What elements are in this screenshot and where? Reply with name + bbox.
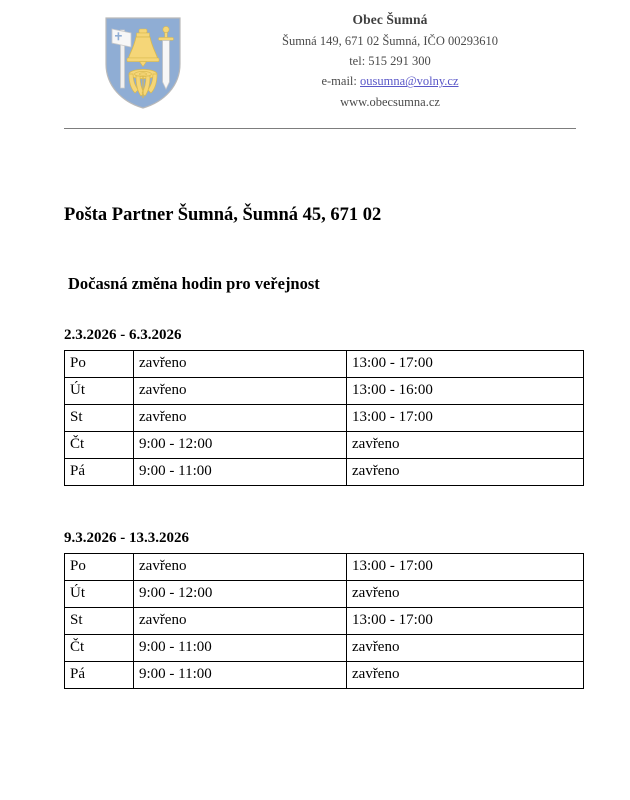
cell-afternoon: 13:00 - 17:00 [347, 351, 584, 378]
organization-website: www.obecsumna.cz [340, 94, 440, 109]
cell-afternoon: zavřeno [347, 432, 584, 459]
table-row [65, 351, 584, 378]
cell-morning: zavřeno [134, 378, 347, 405]
table-row [65, 554, 584, 581]
cell-afternoon: 13:00 - 17:00 [347, 554, 584, 581]
cell-day: Po [65, 554, 134, 581]
page-title: Pošta Partner Šumná, Šumná 45, 671 02 [64, 205, 382, 225]
cell-afternoon: zavřeno [347, 662, 584, 689]
cell-day: Čt [65, 635, 134, 662]
cell-morning: zavřeno [134, 405, 347, 432]
cell-afternoon: zavřeno [347, 581, 584, 608]
period-heading: 9.3.2026 - 13.3.2026 [64, 530, 189, 547]
cell-day: Út [65, 581, 134, 608]
table-row [65, 581, 584, 608]
cell-day: Pá [65, 459, 134, 486]
letterhead [0, 0, 630, 120]
table-row [65, 378, 584, 405]
cell-morning: zavřeno [134, 608, 347, 635]
cell-day: Po [65, 351, 134, 378]
organization-email-line [180, 71, 600, 91]
table-row [65, 635, 584, 662]
period-block [0, 486, 630, 689]
opening-hours-table [64, 350, 584, 486]
cell-morning: 9:00 - 11:00 [134, 635, 347, 662]
cell-afternoon: 13:00 - 16:00 [347, 378, 584, 405]
cell-morning: 9:00 - 12:00 [134, 432, 347, 459]
email-label: e-mail: [321, 74, 357, 89]
cell-day: Čt [65, 432, 134, 459]
cell-afternoon: 13:00 - 17:00 [347, 608, 584, 635]
period-heading: 2.3.2026 - 6.3.2026 [64, 326, 182, 343]
cell-afternoon: zavřeno [347, 459, 584, 486]
cell-day: Pá [65, 662, 134, 689]
cell-morning: zavřeno [134, 554, 347, 581]
cell-morning: 9:00 - 11:00 [134, 662, 347, 689]
email-link[interactable]: ousumna@volny.cz [360, 74, 459, 89]
cell-morning: 9:00 - 11:00 [134, 459, 347, 486]
cell-day: St [65, 405, 134, 432]
table-row [65, 662, 584, 689]
table-row [65, 432, 584, 459]
cell-morning: 9:00 - 12:00 [134, 581, 347, 608]
organization-address: Šumná 149, 671 02 Šumná, IČO 00293610 [282, 33, 498, 48]
header-divider [64, 128, 576, 129]
table-row [65, 405, 584, 432]
period-block [0, 294, 630, 486]
cell-afternoon: 13:00 - 17:00 [347, 405, 584, 432]
cell-morning: zavřeno [134, 351, 347, 378]
cell-afternoon: zavřeno [347, 635, 584, 662]
document-body [0, 130, 630, 689]
organization-phone: tel: 515 291 300 [349, 54, 431, 69]
opening-hours-table [64, 553, 584, 689]
page-subtitle: Dočasná změna hodin pro veřejnost [68, 274, 320, 294]
cell-day: St [65, 608, 134, 635]
organization-contact-block [180, 10, 600, 112]
table-row [65, 459, 584, 486]
organization-name: Obec Šumná [352, 12, 428, 27]
table-row [65, 608, 584, 635]
coat-of-arms-sumna-icon [98, 12, 188, 112]
cell-day: Út [65, 378, 134, 405]
